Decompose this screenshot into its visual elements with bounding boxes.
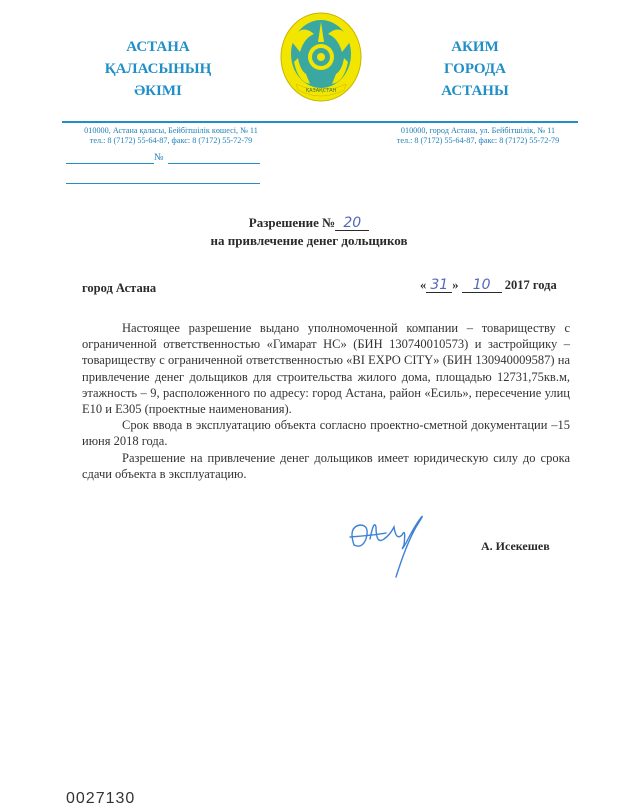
date-year: 2017 года — [504, 278, 557, 292]
state-emblem-icon — [280, 12, 362, 102]
letterhead-kazakh-title — [88, 36, 228, 102]
date-open-quote: « — [420, 278, 427, 292]
permit-body — [82, 320, 570, 482]
address-line: тел.: 8 (7172) 55-64-87, факс: 8 (7172) 55-72-79 — [89, 136, 253, 145]
permit-title — [0, 214, 618, 231]
permit-title-prefix: Разрешение № — [248, 215, 336, 230]
permit-number: 20 — [343, 215, 362, 231]
issue-city: город Астана — [82, 281, 157, 295]
date-day: 31 — [430, 277, 449, 293]
address-russian — [378, 126, 578, 146]
letterhead-right-line: ГОРОДА — [444, 61, 506, 77]
letterhead-left-line: ҚАЛАСЫНЫҢ — [104, 61, 212, 77]
reference-number-line — [168, 163, 260, 164]
permit-subtitle: на привлечение денег дольщиков — [210, 233, 408, 248]
letterhead-right-line: АСТАНЫ — [441, 83, 509, 99]
document-serial-number: 0027130 — [66, 790, 136, 807]
body-paragraph: Настоящее разрешение выдано уполномоченной компании – товариществу с ограниченной ответственностью «Гимарат НС» (БИН 130740010573) и застройщику – товариществу с ограниченной ответственностью «BI EXPO CITY» (БИН 130940009587) на привлечение денег дольщиков для строительства жилого дома, площадью 12731,75кв.м, этажность – 9, расположенного по адресу: город Астана, район «Есиль», пересечение улиц Е10 и Е305 (проектные наименования). — [82, 321, 570, 417]
handwritten-signature-icon — [346, 505, 441, 580]
address-kazakh — [56, 126, 286, 146]
body-paragraph: Срок ввода в эксплуатацию объекта согласно проектно-сметной документации –15 июня 2018 года. — [82, 418, 570, 449]
address-line: 010000, город Астана, ул. Бейбітшілік, № 11 — [400, 126, 556, 135]
letterhead-divider — [62, 121, 578, 123]
date-close-quote: » — [452, 278, 459, 292]
reference-date-line — [66, 163, 154, 164]
signatory-name: А. Исекешев — [481, 539, 550, 553]
address-line: тел.: 8 (7172) 55-64-87, факс: 8 (7172) 55-72-79 — [396, 136, 560, 145]
letterhead-left-line: АСТАНА — [126, 39, 190, 55]
reference-extra-line — [66, 183, 260, 184]
permit-number-field — [335, 216, 369, 231]
address-line: 010000, Астана қаласы, Бейбітшілік көшесі, № 11 — [84, 126, 258, 135]
date-month: 10 — [472, 277, 491, 293]
letterhead-russian-title — [420, 36, 530, 102]
letterhead-left-line: ӘКІМІ — [134, 83, 182, 99]
date-month-field — [462, 278, 502, 293]
issue-date — [420, 278, 557, 293]
reference-number-sign: № — [154, 152, 164, 163]
date-day-field — [426, 278, 452, 293]
letterhead-right-line: АКИМ — [451, 39, 499, 55]
emblem-caption: ҚАЗАҚСТАН — [305, 88, 337, 94]
body-paragraph: Разрешение на привлечение денег дольщиков имеет юридическую силу до срока сдачи объекта в эксплуатацию. — [82, 450, 570, 481]
